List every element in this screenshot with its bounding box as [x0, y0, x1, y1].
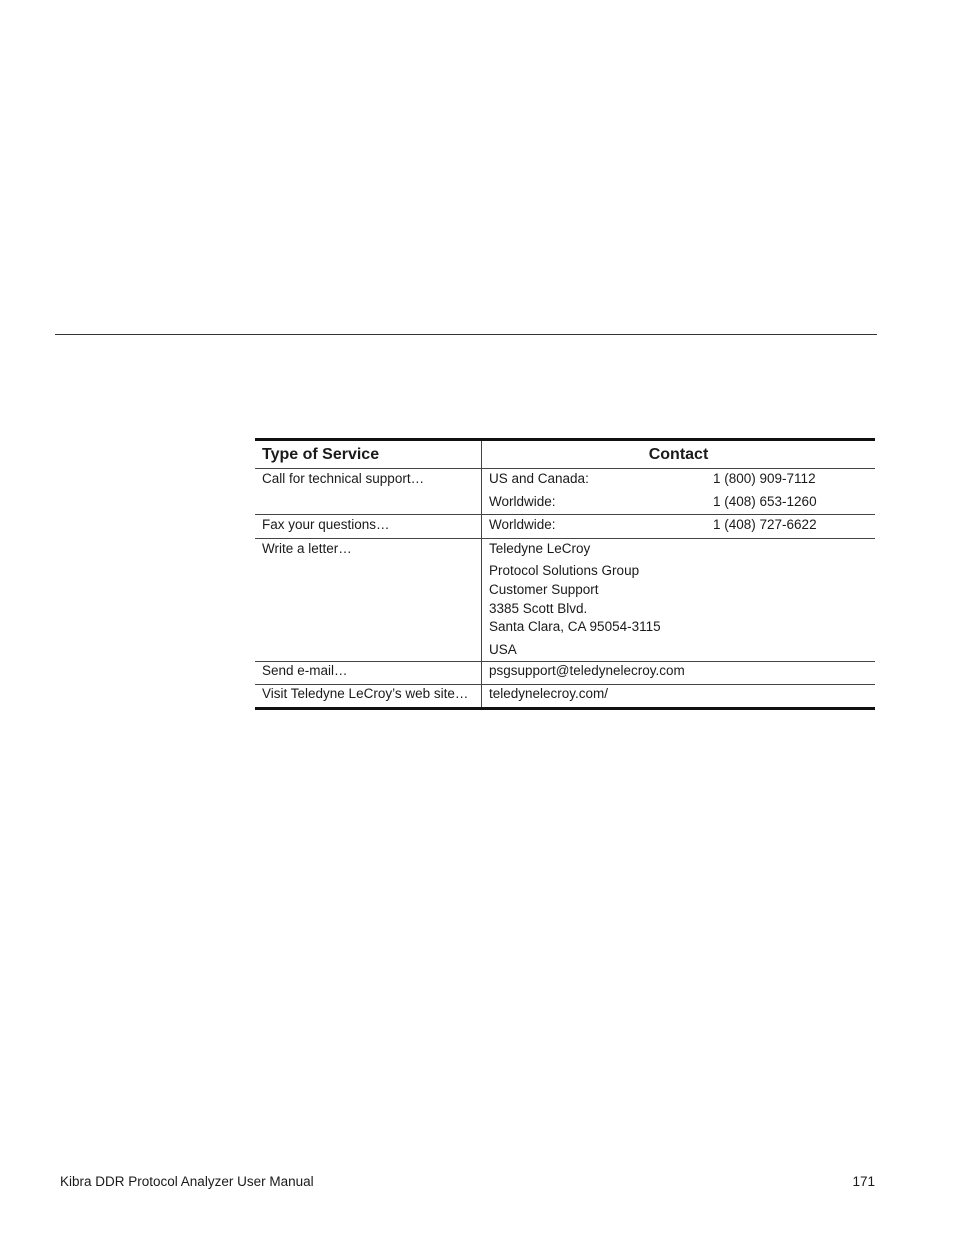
fax-number: 1 (408) 727-6622 — [713, 517, 817, 532]
service-support: Call for technical support… — [255, 469, 482, 514]
contact-line — [489, 493, 868, 511]
table-row-letter — [255, 538, 875, 661]
contact-fax — [482, 515, 875, 538]
footer-manual-title: Kibra DDR Protocol Analyzer User Manual — [60, 1174, 314, 1189]
address-line: USA — [489, 641, 517, 657]
contact-line — [489, 516, 868, 534]
phone-number: 1 (800) 909-7112 — [713, 471, 816, 486]
address-line: Teledyne LeCroy — [489, 541, 591, 556]
service-web: Visit Teledyne LeCroy’s web site… — [255, 685, 482, 707]
address-line: 3385 Scott Blvd. — [489, 600, 588, 616]
contact-table — [255, 438, 875, 710]
contact-line — [489, 470, 868, 488]
contact-support — [482, 469, 875, 514]
table-row-fax — [255, 514, 875, 538]
contact-region: Worldwide: — [489, 494, 556, 509]
header-contact: Contact — [648, 446, 709, 463]
address-line: Protocol Solutions Group — [489, 563, 640, 579]
table-row-web — [255, 684, 875, 707]
phone-number: 1 (408) 653-1260 — [713, 494, 817, 509]
table-row-email — [255, 661, 875, 684]
address-line: Santa Clara, CA 95054-3115 — [489, 619, 661, 635]
mailing-address — [482, 539, 875, 661]
contact-region: Worldwide: — [489, 517, 556, 532]
footer-page-number: 171 — [852, 1174, 875, 1189]
table-row-support — [255, 468, 875, 514]
service-letter: Write a letter… — [255, 539, 482, 661]
header-type-of-service: Type of Service — [255, 441, 482, 468]
table-header-row — [255, 441, 875, 468]
service-email: Send e-mail… — [255, 662, 482, 684]
service-fax: Fax your questions… — [255, 515, 482, 538]
address-line: Customer Support — [489, 581, 599, 597]
section-divider — [55, 334, 877, 335]
email-address-link[interactable]: psgsupport@teledynelecroy.com — [489, 663, 685, 678]
contact-region: US and Canada: — [489, 471, 589, 486]
website-link[interactable]: teledynelecroy.com/ — [489, 686, 609, 701]
